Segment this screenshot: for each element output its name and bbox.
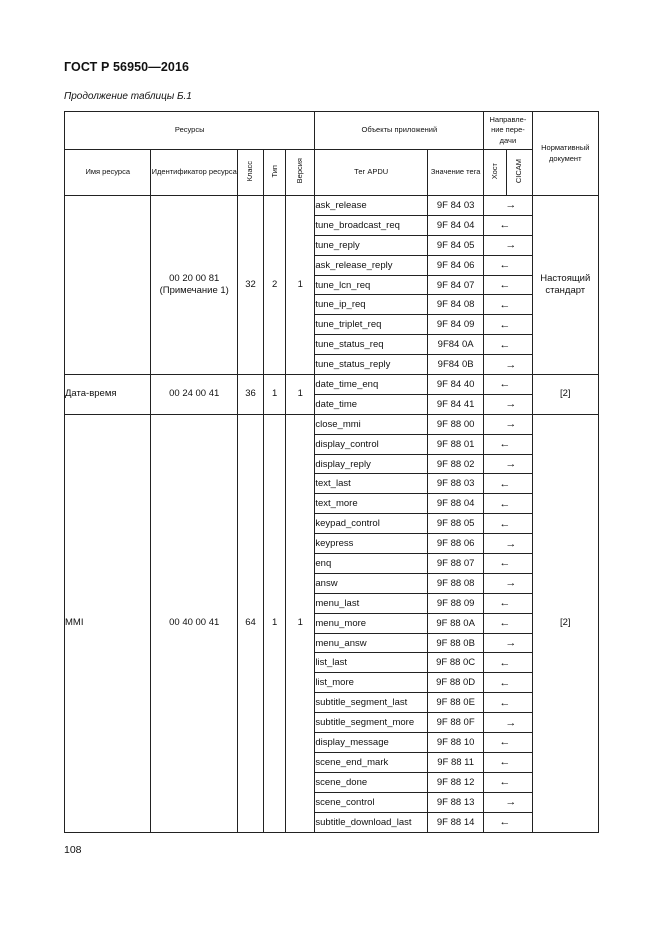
- arrow-left-icon: ←: [484, 593, 532, 613]
- header-normative-doc: Нормативный документ: [532, 112, 598, 196]
- tag-value-cell: 9F 88 0A: [427, 613, 483, 633]
- apdu-tag-cell: text_more: [315, 494, 428, 514]
- apdu-tag-cell: ask_release: [315, 196, 428, 216]
- arrow-right-icon: →: [484, 633, 532, 653]
- tag-value-cell: 9F 84 41: [427, 394, 483, 414]
- table-caption: Продолжение таблицы Б.1: [64, 91, 192, 102]
- tag-value-cell: 9F 88 0B: [427, 633, 483, 653]
- arrow-left-icon: ←: [484, 255, 532, 275]
- type-cell: 2: [264, 196, 286, 375]
- arrow-left-icon: ←: [484, 673, 532, 693]
- apdu-tag-cell: menu_last: [315, 593, 428, 613]
- page-number: 108: [64, 844, 82, 856]
- table-row: [65, 414, 599, 434]
- apdu-tag-cell: text_last: [315, 474, 428, 494]
- header-resource-name: Имя ресурса: [65, 150, 151, 196]
- apdu-tag-cell: list_last: [315, 653, 428, 673]
- arrow-left-icon: ←: [484, 514, 532, 534]
- apdu-tag-cell: ask_release_reply: [315, 255, 428, 275]
- apdu-tag-cell: tune_triplet_req: [315, 315, 428, 335]
- normative-doc-cell: [2]: [532, 375, 598, 415]
- header-host: [484, 150, 507, 196]
- tag-value-cell: 9F 88 08: [427, 573, 483, 593]
- apdu-tag-cell: display_reply: [315, 454, 428, 474]
- apdu-tag-cell: subtitle_segment_last: [315, 693, 428, 713]
- tag-value-cell: 9F 84 09: [427, 315, 483, 335]
- class-cell: 64: [237, 414, 263, 832]
- tag-value-cell: 9F 88 14: [427, 812, 483, 832]
- arrow-right-icon: →: [484, 355, 532, 375]
- arrow-left-icon: ←: [484, 295, 532, 315]
- tag-value-cell: 9F 84 03: [427, 196, 483, 216]
- tag-value-cell: 9F 88 0D: [427, 673, 483, 693]
- header-host-label: Хост: [490, 162, 500, 180]
- apdu-tag-cell: answ: [315, 573, 428, 593]
- header-version-label: Версия: [295, 158, 305, 184]
- tag-value-cell: 9F 88 10: [427, 733, 483, 753]
- header-type-label: Тип: [269, 164, 279, 178]
- apdu-tag-cell: subtitle_download_last: [315, 812, 428, 832]
- header-direction: Направле-ние пере-дачи: [484, 112, 532, 150]
- header-apdu-tag: Тег APDU: [315, 150, 428, 196]
- apdu-tag-cell: keypress: [315, 534, 428, 554]
- tag-value-cell: 9F 88 03: [427, 474, 483, 494]
- table-body: [65, 196, 599, 833]
- arrow-left-icon: ←: [484, 434, 532, 454]
- tag-value-cell: 9F 84 05: [427, 235, 483, 255]
- arrow-left-icon: ←: [484, 554, 532, 574]
- arrow-left-icon: ←: [484, 275, 532, 295]
- arrow-right-icon: →: [484, 792, 532, 812]
- resource-table: [64, 111, 599, 833]
- arrow-left-icon: ←: [484, 693, 532, 713]
- arrow-left-icon: ←: [484, 215, 532, 235]
- header-class-label: Класс: [245, 160, 255, 182]
- header-resource-id: Идентификатор ресурса: [151, 150, 237, 196]
- tag-value-cell: 9F 88 00: [427, 414, 483, 434]
- apdu-tag-cell: display_control: [315, 434, 428, 454]
- apdu-tag-cell: list_more: [315, 673, 428, 693]
- arrow-left-icon: ←: [484, 653, 532, 673]
- class-cell: 32: [237, 196, 263, 375]
- apdu-tag-cell: display_message: [315, 733, 428, 753]
- class-cell: 36: [237, 375, 263, 415]
- tag-value-cell: 9F 88 12: [427, 772, 483, 792]
- normative-doc-cell: Настоящий стандарт: [532, 196, 598, 375]
- arrow-left-icon: ←: [484, 752, 532, 772]
- apdu-tag-cell: tune_broadcast_req: [315, 215, 428, 235]
- apdu-tag-cell: scene_end_mark: [315, 752, 428, 772]
- arrow-left-icon: ←: [484, 335, 532, 355]
- version-cell: 1: [286, 375, 315, 415]
- resource-name-cell: [65, 196, 151, 375]
- table-row: [65, 196, 599, 216]
- apdu-tag-cell: tune_status_reply: [315, 355, 428, 375]
- arrow-left-icon: ←: [484, 613, 532, 633]
- tag-value-cell: 9F 84 06: [427, 255, 483, 275]
- apdu-tag-cell: menu_more: [315, 613, 428, 633]
- apdu-tag-cell: tune_status_req: [315, 335, 428, 355]
- tag-value-cell: 9F 84 04: [427, 215, 483, 235]
- apdu-tag-cell: scene_control: [315, 792, 428, 812]
- tag-value-cell: 9F 88 04: [427, 494, 483, 514]
- arrow-right-icon: →: [484, 454, 532, 474]
- tag-value-cell: 9F84 0A: [427, 335, 483, 355]
- apdu-tag-cell: menu_answ: [315, 633, 428, 653]
- tag-value-cell: 9F 88 0E: [427, 693, 483, 713]
- tag-value-cell: 9F 88 06: [427, 534, 483, 554]
- apdu-tag-cell: close_mmi: [315, 414, 428, 434]
- arrow-left-icon: ←: [484, 733, 532, 753]
- tag-value-cell: 9F 84 07: [427, 275, 483, 295]
- version-cell: 1: [286, 414, 315, 832]
- type-cell: 1: [264, 375, 286, 415]
- arrow-right-icon: →: [484, 414, 532, 434]
- apdu-tag-cell: tune_ip_req: [315, 295, 428, 315]
- tag-value-cell: 9F84 0B: [427, 355, 483, 375]
- document-code: ГОСТ Р 56950—2016: [64, 60, 190, 74]
- arrow-right-icon: →: [484, 713, 532, 733]
- tag-value-cell: 9F 88 11: [427, 752, 483, 772]
- apdu-tag-cell: keypad_control: [315, 514, 428, 534]
- arrow-left-icon: ←: [484, 812, 532, 832]
- resource-id-cell: 00 20 00 81 (Примечание 1): [151, 196, 237, 375]
- apdu-tag-cell: enq: [315, 554, 428, 574]
- arrow-right-icon: →: [484, 394, 532, 414]
- apdu-tag-cell: tune_lcn_req: [315, 275, 428, 295]
- header-type: [264, 150, 286, 196]
- tag-value-cell: 9F 88 09: [427, 593, 483, 613]
- header-version: [286, 150, 315, 196]
- type-cell: 1: [264, 414, 286, 832]
- arrow-right-icon: →: [484, 573, 532, 593]
- normative-doc-cell: [2]: [532, 414, 598, 832]
- header-app-objects: Объекты приложений: [315, 112, 484, 150]
- tag-value-cell: 9F 84 40: [427, 375, 483, 395]
- version-cell: 1: [286, 196, 315, 375]
- arrow-right-icon: →: [484, 235, 532, 255]
- resource-id-cell: 00 24 00 41: [151, 375, 237, 415]
- tag-value-cell: 9F 88 0F: [427, 713, 483, 733]
- header-cicam-label: CICAM: [514, 158, 524, 184]
- arrow-left-icon: ←: [484, 474, 532, 494]
- apdu-tag-cell: date_time: [315, 394, 428, 414]
- apdu-tag-cell: date_time_enq: [315, 375, 428, 395]
- arrow-right-icon: →: [484, 534, 532, 554]
- tag-value-cell: 9F 88 13: [427, 792, 483, 812]
- tag-value-cell: 9F 88 0C: [427, 653, 483, 673]
- tag-value-cell: 9F 88 01: [427, 434, 483, 454]
- tag-value-cell: 9F 88 05: [427, 514, 483, 534]
- table-row: [65, 375, 599, 395]
- apdu-tag-cell: scene_done: [315, 772, 428, 792]
- apdu-tag-cell: tune_reply: [315, 235, 428, 255]
- resource-name-cell: MMI: [65, 414, 151, 832]
- header-resources: Ресурсы: [65, 112, 315, 150]
- resource-id-cell: 00 40 00 41: [151, 414, 237, 832]
- tag-value-cell: 9F 84 08: [427, 295, 483, 315]
- arrow-left-icon: ←: [484, 375, 532, 395]
- tag-value-cell: 9F 88 07: [427, 554, 483, 574]
- apdu-tag-cell: subtitle_segment_more: [315, 713, 428, 733]
- tag-value-cell: 9F 88 02: [427, 454, 483, 474]
- header-class: [237, 150, 263, 196]
- arrow-left-icon: ←: [484, 315, 532, 335]
- arrow-right-icon: →: [484, 196, 532, 216]
- arrow-left-icon: ←: [484, 494, 532, 514]
- resource-name-cell: Дата-время: [65, 375, 151, 415]
- arrow-left-icon: ←: [484, 772, 532, 792]
- header-tag-value: Значение тега: [427, 150, 483, 196]
- header-cicam: [507, 150, 532, 196]
